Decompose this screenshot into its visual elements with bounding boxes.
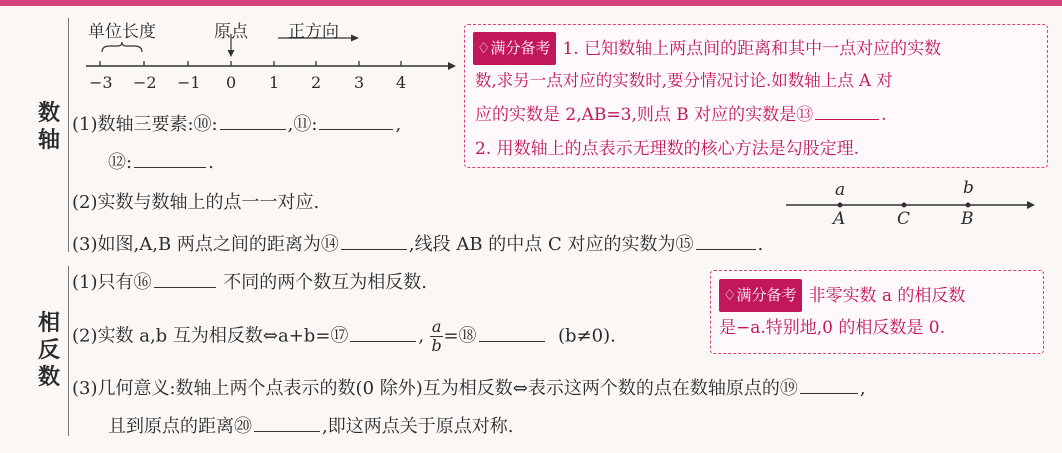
blank-11 xyxy=(319,111,393,130)
top-accent-bar xyxy=(0,0,1062,6)
title-char: 相 xyxy=(37,311,60,336)
section-bracket xyxy=(68,266,69,436)
item-text: ,即这两点关于原点对称. xyxy=(322,416,514,437)
label-B: B xyxy=(961,209,974,229)
item-text: (3)几何意义:数轴上两个点表示的数(0 除外)互为相反数⇔表示这两个数的点在数轴原点的⑲ xyxy=(72,378,798,399)
section-title-number-axis xyxy=(36,100,62,154)
title-char: 轴 xyxy=(37,128,60,153)
tick-label: 3 xyxy=(354,73,365,92)
label-a: a xyxy=(835,180,846,200)
axis-item-2: (2)实数与数轴上的点一一对应. xyxy=(72,192,320,213)
tip-box-1 xyxy=(464,24,1048,168)
item-text: 不同的两个数互为相反数. xyxy=(223,272,427,293)
opposite-item-3 xyxy=(72,374,866,400)
item-text: (2)实数 a,b 互为相反数⇔a+b=⑰ xyxy=(72,325,349,347)
item-text: ,线段 AB 的中点 C 对应的实数为⑮ xyxy=(408,234,694,255)
fraction-a-over-b xyxy=(430,318,444,355)
bell-icon: ♢ xyxy=(477,39,491,57)
number-line-ab-diagram xyxy=(784,180,1040,230)
title-char: 数 xyxy=(37,365,60,390)
blank-19 xyxy=(800,375,858,394)
item-text: , xyxy=(859,378,866,399)
tick-label: −1 xyxy=(177,73,201,92)
item-text: (3)如图,A,B 两点之间的距离为⑭ xyxy=(72,234,339,255)
blank-15 xyxy=(696,231,756,250)
blank-12 xyxy=(134,149,206,168)
opposite-item-1 xyxy=(72,268,427,294)
tip-box-2 xyxy=(710,270,1044,354)
fraction-numerator: a xyxy=(431,317,442,336)
item-text: (1)只有⑯ xyxy=(72,272,152,293)
blank-13 xyxy=(815,101,879,120)
section-bracket xyxy=(68,18,69,252)
item-text: . xyxy=(208,152,214,173)
tip-text: 1. 已知数轴上两点间的距离和其中一点对应的实数 xyxy=(562,39,942,59)
blank-16 xyxy=(154,269,216,288)
label-C: C xyxy=(897,209,911,229)
item-text: . xyxy=(757,234,764,255)
blank-20 xyxy=(254,413,320,432)
blank-10 xyxy=(220,111,286,130)
origin-label: 原点 xyxy=(214,22,248,42)
item-text: , xyxy=(418,325,425,347)
opposite-item-3-line2 xyxy=(108,412,513,438)
direction-label: 正方向 xyxy=(288,22,339,42)
tip1-line4: 2. 用数轴上的点表示无理数的核心方法是勾股定理. xyxy=(475,139,860,159)
tip-tag xyxy=(473,32,556,65)
item-text: =⑱ xyxy=(443,325,477,347)
fraction-denominator: b xyxy=(431,336,442,355)
blank-14 xyxy=(341,231,407,250)
bell-icon: ♢ xyxy=(723,286,737,304)
title-char: 数 xyxy=(37,101,60,126)
axis-item-1-line2 xyxy=(108,148,214,174)
tip-tag-label: 满分备考 xyxy=(490,39,551,57)
section-title-opposite xyxy=(36,310,62,391)
tip2-line2: 是−a.特别地,0 的相反数是 0. xyxy=(719,318,946,338)
tick-label: −3 xyxy=(89,73,113,92)
tick-label: −2 xyxy=(133,73,157,92)
tick-label: 4 xyxy=(396,73,407,92)
tip2-line1 xyxy=(719,279,965,312)
tip-tag xyxy=(719,279,802,312)
tick-label: 1 xyxy=(269,73,280,92)
title-char: 反 xyxy=(37,338,60,363)
label-A: A xyxy=(833,209,846,229)
unit-length-label: 单位长度 xyxy=(88,22,156,42)
axis-item-3 xyxy=(72,230,763,256)
blank-17 xyxy=(350,323,416,342)
item-text: 且到原点的距离⑳ xyxy=(108,416,252,437)
item-text: ,⑪: xyxy=(287,114,318,135)
tip-tag-label: 满分备考 xyxy=(736,286,797,304)
item-text: (1)数轴三要素:⑩: xyxy=(72,114,218,135)
item-text: (b≠0). xyxy=(557,325,616,347)
opposite-item-2 xyxy=(72,318,616,355)
tip-text: 非零实数 a 的相反数 xyxy=(808,286,966,306)
tick-label: 2 xyxy=(311,73,322,92)
tip1-line3 xyxy=(475,100,887,130)
label-b: b xyxy=(963,178,974,198)
item-text: , xyxy=(395,114,402,135)
blank-18 xyxy=(479,323,545,342)
tick-label: 0 xyxy=(226,73,237,92)
axis-item-1 xyxy=(72,110,401,136)
tip-text: 应的实数是 2,AB=3,则点 B 对应的实数是⑬ xyxy=(475,105,814,125)
tip1-line1 xyxy=(473,32,941,65)
tip-text: . xyxy=(881,105,887,125)
item-text: ⑫: xyxy=(108,152,133,173)
tip1-line2: 数,求另一点对应的实数时,要分情况讨论.如数轴上点 A 对 xyxy=(475,71,893,90)
